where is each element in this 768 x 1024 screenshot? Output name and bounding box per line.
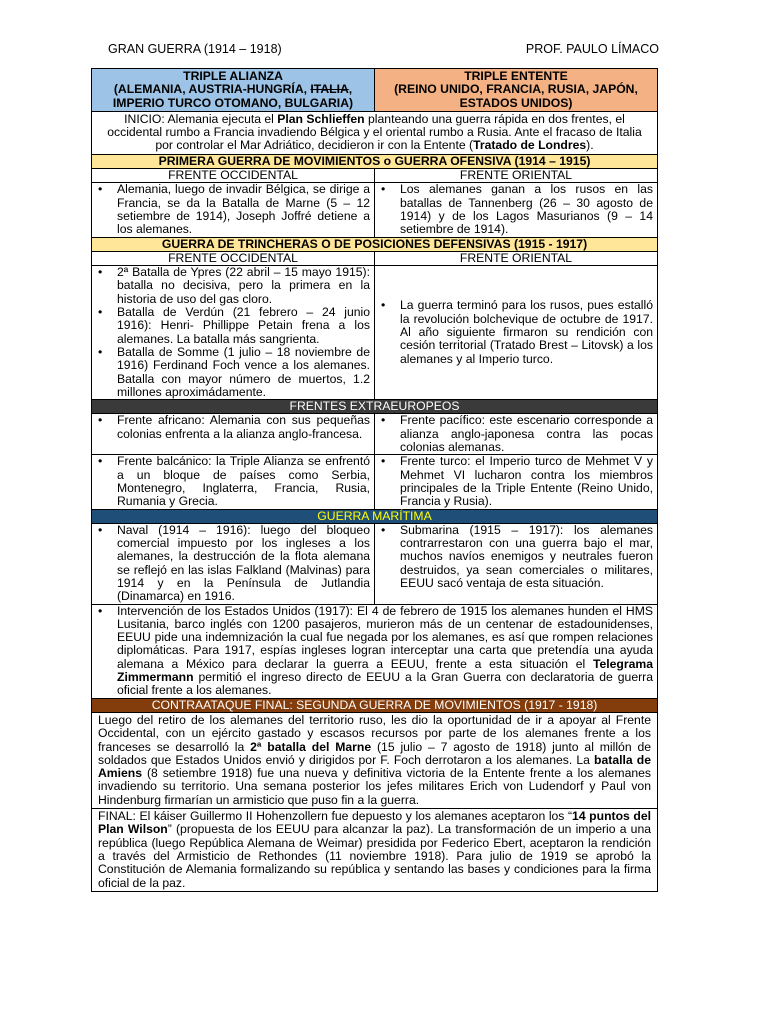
sec1-left-list	[92, 183, 374, 236]
sec5-b1: 2ª batalla del Marne	[250, 739, 372, 754]
list-item: • La guerra terminó para los rusos, pues estalló la revolución bolchevique de octubre de 1917. Al año siguiente firmaron su rendición con cesión territorial (Tratado Brest – Litovsk) a los alemanes y al Imperio turco.	[375, 299, 653, 365]
list-item: • Batalla de Verdún (21 febrero – 24 junio 1916): Henri- Phillippe Petain frena a los alemanes. La batalla más sangrienta.	[92, 306, 370, 346]
sec1-content-row	[91, 182, 658, 236]
counterattack-text	[92, 713, 657, 808]
list-item: • 2ª Batalla de Ypres (22 abril – 15 mayo 1915): batalla no decisiva, pero la primera en la historia de uso del gas cloro.	[92, 266, 370, 306]
frente-oriental-label: FRENTE ORIENTAL	[374, 169, 657, 182]
balkan-list	[92, 455, 374, 508]
sec5-t2: (15 julio – 7 agosto de 1918) junto al millón de soldados que Estados Unidos envió y dirigidos por F. Foch derrotaron a los alemanes. La	[98, 739, 652, 767]
final-t2: ” (propuesta de los EEUU para alcanzar la paz). La transformación de un imperio a una república (luego República Alemana de Weimar) presidida por Federico Ebert, aceptaron la rendición a través del Armisticio de Rethondes (11 noviembre 1918). Para julio de 1919 se aprobó la Constitución de Alemania formalizando su república y sentando las bases y condiciones para la firma oficial de la paz.	[98, 822, 651, 890]
section-heading: CONTRAATAQUE FINAL: SEGUNDA GUERRA DE MOVIMIENTOS (1917 - 1918)	[92, 699, 657, 712]
final-b1: 14 puntos del Plan Wilson	[98, 809, 651, 837]
frente-occidental-label: FRENTE OCCIDENTAL	[168, 250, 298, 265]
section-heading-row	[91, 509, 658, 523]
naval-cell	[92, 524, 374, 604]
inicio-t3: ).	[586, 138, 594, 153]
front-labels-row	[91, 251, 658, 265]
sec5-b2: batalla de Amiens	[98, 752, 651, 781]
alianza-members-a: (ALEMANIA, AUSTRIA-HUNGRÍA,	[113, 82, 311, 97]
list-item: • Frente africano: Alemania con sus pequeñas colonias enfrenta a la alianza anglo-francesa.	[92, 414, 370, 441]
alianza-members-b: ,	[348, 82, 353, 97]
section-heading-row	[91, 698, 658, 712]
africa-cell	[92, 414, 374, 454]
sec2-right-cell	[374, 266, 657, 399]
title-row	[91, 68, 658, 111]
frente-oriental-label: FRENTE ORIENTAL	[374, 252, 657, 265]
list-item: • Frente turco: el Imperio turco de Mehmet V y Mehmet VI lucharon contra los miembros principales de la Triple Entente (Reino Unido, Francia y Rusia).	[375, 455, 653, 508]
usa-cell	[92, 605, 657, 698]
list-item: • Frente pacífico: este escenario corresponde a alianza anglo-japonesa contra las pocas colonias alemanas.	[375, 414, 653, 454]
inicio-b1: Plan Schlieffen	[277, 111, 365, 126]
alianza-title: TRIPLE ALIANZA	[183, 69, 283, 83]
section-heading-row	[91, 237, 658, 251]
list-item: • Batalla de Somme (1 julio – 18 noviembre de 1916) Ferdinand Foch vence a los alemanes. Batalla con mayor número de muertos, 1.2 millones aproximádamente.	[92, 346, 370, 399]
entente-members-b: ESTADOS UNIDOS)	[459, 95, 573, 110]
list-item	[92, 605, 653, 698]
inicio-t1: INICIO: Alemania ejecuta el	[124, 111, 278, 126]
triple-alianza-cell	[92, 69, 374, 111]
section-heading: GUERRA DE TRINCHERAS O DE POSICIONES DEFENSIVAS (1915 - 1917)	[92, 238, 657, 251]
list-item: • Los alemanes ganan a los rusos en las batallas de Tannenberg (26 – 30 agosto de 1914) y de los Lagos Masurianos (9 – 14 setiembre de 1914).	[375, 183, 653, 236]
list-item: • Alemania, luego de invadir Bélgica, se dirige a Francia, se da la Batalla de Marne (5 – 12 setiembre de 1914), Joseph Joffré detiene a los alemanes.	[92, 183, 370, 236]
usa-list	[92, 605, 657, 698]
inicio-t2: planteando una guerra rápida en dos frentes, el occidental rumbo a Francia invadiendo Bélgica y el oriental rumbo a Rusia. Ante el fracaso de Italia por controlar el Mar Adriático, decidieron ir con la Entente (	[107, 111, 642, 153]
submarine-list	[375, 524, 657, 590]
section-heading: FRENTES EXTRAEUROPEOS	[92, 400, 657, 413]
submarine-cell	[374, 524, 657, 604]
sec2-content-row	[91, 265, 658, 399]
final-text	[92, 809, 657, 891]
document-title: GRAN GUERRA (1914 – 1918)	[108, 42, 282, 56]
balkan-cell	[92, 455, 374, 508]
struck-italia: ITALIA	[310, 82, 349, 97]
list-item: • Naval (1914 – 1916): luego del bloqueo comercial impuesto por los ingleses a los alemanes, la destrucción de la flota alemana se reflejó en las islas Falkland (Malvinas) para 1914 y en la Península de Jutlandia (Dinamarca) en 1916.	[92, 524, 370, 604]
sec1-right-cell	[374, 183, 657, 236]
section-heading: GUERRA MARÍTIMA	[92, 510, 657, 523]
pacific-cell	[374, 414, 657, 454]
naval-list	[92, 524, 374, 604]
sec2-left-cell	[92, 266, 374, 399]
final-row	[91, 808, 658, 892]
pacific-list	[375, 414, 657, 454]
sec5-row	[91, 712, 658, 808]
entente-title: TRIPLE ENTENTE	[464, 69, 568, 83]
sec1-right-list	[375, 183, 657, 236]
sec4-row	[91, 523, 658, 604]
sec2-right-list	[375, 299, 657, 365]
usa-b1: Telegrama Zimmermann	[117, 656, 653, 685]
inicio-row	[91, 111, 658, 154]
turkey-list	[375, 455, 657, 508]
turkey-cell	[374, 455, 657, 508]
sec3-row1	[91, 413, 658, 454]
front-labels-row	[91, 168, 658, 182]
usa-t1: Intervención de los Estados Unidos (1917): El 4 de febrero de 1915 los alemanes hunden el HMS Lusitania, barco inglés con 1200 pasajeros, murieron más de un centenar de estadounidenses, EEUU pide una indemnización la cual fue negada por los alemanes, es así que rompen relaciones diplomáticas. Para 1917, espías ingleses logran interceptar una carta que pretendía una ayuda alemana a México para declarar la guerra a EEUU, frente a esta situación el	[117, 603, 653, 671]
list-item: • Frente balcánico: la Triple Alianza se enfrentó a un bloque de países como Serbia, Montenegro, Inglaterra, Francia, Rusia, Rumania y Grecia.	[92, 455, 370, 508]
section-heading-row	[91, 399, 658, 413]
usa-row	[91, 604, 658, 698]
author-name: PROF. PAULO LÍMACO	[525, 42, 659, 56]
history-table	[91, 68, 658, 892]
triple-entente-cell	[374, 69, 657, 111]
alianza-members-c: IMPERIO TURCO OTOMANO, BULGARIA)	[112, 95, 354, 110]
list-item: • Submarina (1915 – 1917): los alemanes contrarrestaron con una guerra bajo el mar, muchos navíos enemigos y neutrales fueron destruidos, ya sean comerciales o militares, EEUU sacó ventaja de esta situación.	[375, 524, 653, 590]
frente-occidental-label: FRENTE OCCIDENTAL	[168, 168, 298, 183]
sec5-t1: Luego del retiro de los alemanes del territorio ruso, les dio la oportunidad de ir a apoyar al Frente Occidental, con un ejército gastado y escasos recursos por parte de los alemanes frente a los franceses se desarrolló la	[98, 712, 651, 754]
sec5-t3: (8 setiembre 1918) fue una nueva y definitiva victoria de la Entente frente a los alemanes invadiendo su territorio. Una semana posterior los jefes militares Erich von Ludendorf y Paul von Hindenburg firmarían un armisticio que puso fin a la guerra.	[98, 766, 651, 807]
inicio-text	[92, 112, 657, 154]
section-heading-row	[91, 154, 658, 168]
alianza-members-line	[94, 83, 372, 96]
usa-t2: permitió el ingreso directo de EEUU a la Gran Guerra con declaratoria de guerra oficial frente a los alemanes.	[117, 670, 653, 698]
sec2-left-list	[92, 266, 374, 399]
sec3-row2	[91, 454, 658, 508]
africa-list	[92, 414, 374, 441]
inicio-b2: Tratado de Londres	[473, 138, 587, 153]
section-heading: PRIMERA GUERRA DE MOVIMIENTOS o GUERRA OFENSIVA (1914 – 1915)	[92, 155, 657, 168]
sec1-left-cell	[92, 183, 374, 236]
entente-members-a: (REINO UNIDO, FRANCIA, RUSIA, JAPÓN,	[394, 82, 638, 97]
final-t1: FINAL: El káiser Guillermo II Hohenzollern fue depuesto y los alemanes aceptaron los “	[98, 809, 573, 824]
